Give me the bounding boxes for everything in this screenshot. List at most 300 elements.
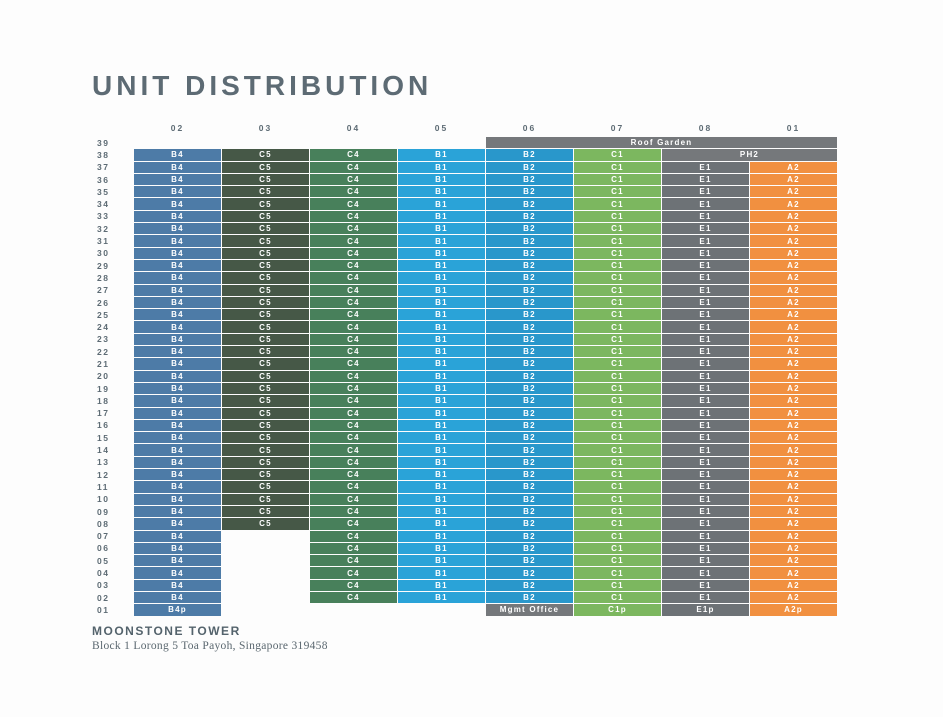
unit-cell-02-07: B4 [134,531,221,542]
unit-cell-03-12: C5 [222,469,309,480]
unit-cell-07-16: C1 [574,420,661,431]
floor-label-34: 34 [97,199,110,210]
unit-cell-02-03: B4 [134,580,221,591]
unit-cell-04-28: C4 [310,272,397,283]
unit-cell-06-27: B2 [486,285,573,296]
empty-cell-03-03 [222,580,309,591]
unit-cell-01-36: A2 [750,174,837,185]
unit-cell-07-17: C1 [574,408,661,419]
ph2-cell: PH2 [662,149,837,160]
unit-cell-07-20: C1 [574,371,661,382]
unit-cell-01-19: A2 [750,383,837,394]
unit-cell-06-29: B2 [486,260,573,271]
unit-cell-07-06: C1 [574,543,661,554]
unit-cell-08-16: E1 [662,420,749,431]
unit-cell-01-23: A2 [750,334,837,345]
unit-cell-01-08: A2 [750,518,837,529]
unit-cell-04-21: C4 [310,358,397,369]
unit-cell-05-27: B1 [398,285,485,296]
unit-cell-06-09: B2 [486,506,573,517]
unit-cell-02-06: B4 [134,543,221,554]
unit-cell-06-13: B2 [486,457,573,468]
unit-cell-02-32: B4 [134,223,221,234]
unit-cell-03-17: C5 [222,408,309,419]
unit-cell-07-14: C1 [574,444,661,455]
unit-cell-04-09: C4 [310,506,397,517]
unit-cell-03-24: C5 [222,321,309,332]
unit-cell-08-32: E1 [662,223,749,234]
unit-cell-02-33: B4 [134,211,221,222]
floor-label-07: 07 [97,531,110,542]
empty-cell-03-01 [222,604,309,615]
unit-cell-07-35: C1 [574,186,661,197]
unit-cell-08-36: E1 [662,174,749,185]
unit-cell-06-24: B2 [486,321,573,332]
unit-cell-06-22: B2 [486,346,573,357]
unit-cell-08-24: E1 [662,321,749,332]
unit-cell-04-24: C4 [310,321,397,332]
unit-cell-05-29: B1 [398,260,485,271]
unit-cell-08-11: E1 [662,481,749,492]
unit-cell-07-29: C1 [574,260,661,271]
unit-cell-03-15: C5 [222,432,309,443]
unit-cell-02-16: B4 [134,420,221,431]
unit-cell-07-18: C1 [574,395,661,406]
unit-cell-01-17: A2 [750,408,837,419]
unit-cell-03-22: C5 [222,346,309,357]
floor-label-35: 35 [97,186,110,197]
unit-cell-01-13: A2 [750,457,837,468]
unit-cell-03-26: C5 [222,297,309,308]
unit-cell-02-22: B4 [134,346,221,357]
unit-cell-04-32: C4 [310,223,397,234]
unit-cell-01-26: A2 [750,297,837,308]
unit-cell-08-23: E1 [662,334,749,345]
unit-cell-06-26: B2 [486,297,573,308]
unit-cell-08-08: E1 [662,518,749,529]
floor-label-38: 38 [97,149,110,160]
floor-label-37: 37 [97,162,110,173]
floor-label-22: 22 [97,346,110,357]
unit-cell-07-22: C1 [574,346,661,357]
unit-cell-05-28: B1 [398,272,485,283]
unit-cell-02-05: B4 [134,555,221,566]
empty-cell-03-05 [222,555,309,566]
unit-cell-03-38: C5 [222,149,309,160]
unit-cell-07-05: C1 [574,555,661,566]
unit-cell-02-02: B4 [134,592,221,603]
floor-label-15: 15 [97,432,110,443]
unit-cell-05-31: B1 [398,235,485,246]
unit-cell-03-21: C5 [222,358,309,369]
unit-cell-02-13: B4 [134,457,221,468]
unit-cell-08-28: E1 [662,272,749,283]
unit-cell-04-14: C4 [310,444,397,455]
unit-cell-05-21: B1 [398,358,485,369]
unit-cell-01-31: A2 [750,235,837,246]
unit-cell-05-34: B1 [398,198,485,209]
unit-grid [88,137,837,616]
floor-label-19: 19 [97,383,110,394]
unit-cell-05-25: B1 [398,309,485,320]
roof-garden-cell: Roof Garden [486,137,837,148]
floor-label-33: 33 [97,211,110,222]
unit-cell-06-08: B2 [486,518,573,529]
unit-cell-02-17: B4 [134,408,221,419]
unit-cell-07-08: C1 [574,518,661,529]
unit-cell-05-20: B1 [398,371,485,382]
unit-cell-07-26: C1 [574,297,661,308]
stack-header-05: 05 [434,123,449,133]
unit-cell-05-11: B1 [398,481,485,492]
unit-cell-08-18: E1 [662,395,749,406]
unit-cell-02-24: B4 [134,321,221,332]
unit-cell-05-05: B1 [398,555,485,566]
unit-cell-01-28: A2 [750,272,837,283]
unit-cell-04-33: C4 [310,211,397,222]
unit-cell-03-20: C5 [222,371,309,382]
unit-cell-04-07: C4 [310,531,397,542]
unit-cell-01-14: A2 [750,444,837,455]
unit-cell-01-20: A2 [750,371,837,382]
unit-cell-01-21: A2 [750,358,837,369]
unit-cell-08-25: E1 [662,309,749,320]
unit-cell-05-24: B1 [398,321,485,332]
unit-cell-06-02: B2 [486,592,573,603]
floor-label-25: 25 [97,309,110,320]
unit-cell-07-04: C1 [574,567,661,578]
unit-cell-01-04: A2 [750,567,837,578]
unit-cell-03-08: C5 [222,518,309,529]
unit-cell-04-12: C4 [310,469,397,480]
unit-cell-08-33: E1 [662,211,749,222]
unit-cell-07-24: C1 [574,321,661,332]
unit-cell-01-29: A2 [750,260,837,271]
floor-label-01: 01 [97,604,110,615]
unit-cell-03-23: C5 [222,334,309,345]
stack-header-04: 04 [346,123,361,133]
unit-cell-04-27: C4 [310,285,397,296]
unit-cell-04-37: C4 [310,162,397,173]
unit-cell-03-09: C5 [222,506,309,517]
unit-cell-04-16: C4 [310,420,397,431]
unit-cell-05-04: B1 [398,567,485,578]
unit-cell-02-28: B4 [134,272,221,283]
floor-label-23: 23 [97,334,110,345]
unit-cell-02-11: B4 [134,481,221,492]
unit-cell-06-33: B2 [486,211,573,222]
unit-cell-02-08: B4 [134,518,221,529]
unit-cell-03-31: C5 [222,235,309,246]
unit-cell-04-36: C4 [310,174,397,185]
unit-cell-04-15: C4 [310,432,397,443]
floor-label-14: 14 [97,445,110,456]
floor-label-11: 11 [97,481,109,492]
unit-cell-02-36: B4 [134,174,221,185]
unit-cell-08-30: E1 [662,248,749,259]
unit-cell-01-10: A2 [750,494,837,505]
empty-cell-03-07 [222,531,309,542]
floor-label-36: 36 [97,174,110,185]
unit-cell-04-23: C4 [310,334,397,345]
unit-cell-06-10: B2 [486,494,573,505]
unit-cell-01-03: A2 [750,580,837,591]
unit-cell-01-34: A2 [750,198,837,209]
unit-cell-08-15: E1 [662,432,749,443]
floor-label-12: 12 [97,469,110,480]
unit-cell-01-01: A2p [750,604,837,615]
unit-cell-05-16: B1 [398,420,485,431]
unit-cell-03-19: C5 [222,383,309,394]
floor-label-28: 28 [97,272,110,283]
unit-cell-08-04: E1 [662,567,749,578]
unit-cell-05-13: B1 [398,457,485,468]
floor-label-16: 16 [97,420,110,431]
unit-cell-03-11: C5 [222,481,309,492]
unit-cell-05-17: B1 [398,408,485,419]
unit-cell-05-35: B1 [398,186,485,197]
unit-cell-06-28: B2 [486,272,573,283]
unit-cell-08-09: E1 [662,506,749,517]
unit-cell-06-05: B2 [486,555,573,566]
unit-cell-07-11: C1 [574,481,661,492]
unit-cell-03-18: C5 [222,395,309,406]
empty-cell-04-39 [310,137,397,148]
unit-cell-01-37: A2 [750,162,837,173]
unit-cell-04-02: C4 [310,592,397,603]
unit-cell-02-01: B4p [134,604,221,615]
unit-cell-08-21: E1 [662,358,749,369]
floor-label-21: 21 [97,358,110,369]
floor-label-10: 10 [97,494,110,505]
stack-header-06: 06 [522,123,537,133]
unit-cell-03-35: C5 [222,186,309,197]
unit-cell-06-06: B2 [486,543,573,554]
floor-label-17: 17 [97,408,110,419]
unit-cell-02-21: B4 [134,358,221,369]
stack-header-spacer [88,122,133,134]
unit-cell-06-11: B2 [486,481,573,492]
unit-cell-02-23: B4 [134,334,221,345]
unit-cell-01-02: A2 [750,592,837,603]
unit-cell-03-13: C5 [222,457,309,468]
empty-cell-03-06 [222,543,309,554]
empty-cell-03-39 [222,137,309,148]
unit-cell-08-06: E1 [662,543,749,554]
unit-cell-08-35: E1 [662,186,749,197]
unit-cell-07-10: C1 [574,494,661,505]
unit-cell-04-17: C4 [310,408,397,419]
unit-cell-05-08: B1 [398,518,485,529]
unit-cell-06-31: B2 [486,235,573,246]
unit-cell-05-06: B1 [398,543,485,554]
unit-cell-07-03: C1 [574,580,661,591]
unit-cell-06-21: B2 [486,358,573,369]
floor-label-04: 04 [97,568,110,579]
unit-cell-01-24: A2 [750,321,837,332]
unit-cell-06-18: B2 [486,395,573,406]
unit-cell-07-19: C1 [574,383,661,394]
unit-cell-07-32: C1 [574,223,661,234]
unit-cell-07-02: C1 [574,592,661,603]
unit-cell-08-29: E1 [662,260,749,271]
unit-cell-03-30: C5 [222,248,309,259]
unit-cell-01-07: A2 [750,531,837,542]
unit-cell-04-03: C4 [310,580,397,591]
unit-cell-01-25: A2 [750,309,837,320]
unit-cell-04-31: C4 [310,235,397,246]
unit-cell-02-27: B4 [134,285,221,296]
floor-label-13: 13 [97,457,110,468]
unit-cell-07-13: C1 [574,457,661,468]
footer-address: Block 1 Lorong 5 Toa Payoh, Singapore 319458 [92,640,328,652]
stack-header-02: 02 [170,123,185,133]
unit-cell-05-33: B1 [398,211,485,222]
unit-cell-08-17: E1 [662,408,749,419]
unit-cell-05-26: B1 [398,297,485,308]
empty-cell-03-04 [222,567,309,578]
unit-cell-01-15: A2 [750,432,837,443]
floor-label-18: 18 [97,395,110,406]
unit-cell-05-14: B1 [398,444,485,455]
unit-cell-07-21: C1 [574,358,661,369]
unit-cell-04-19: C4 [310,383,397,394]
unit-cell-02-20: B4 [134,371,221,382]
unit-cell-08-07: E1 [662,531,749,542]
floor-label-05: 05 [97,555,110,566]
floor-label-32: 32 [97,223,110,234]
unit-cell-03-37: C5 [222,162,309,173]
unit-cell-08-14: E1 [662,444,749,455]
unit-cell-04-26: C4 [310,297,397,308]
unit-cell-05-32: B1 [398,223,485,234]
unit-cell-07-23: C1 [574,334,661,345]
unit-cell-07-01: C1p [574,604,661,615]
unit-cell-01-18: A2 [750,395,837,406]
floor-label-20: 20 [97,371,110,382]
unit-cell-06-25: B2 [486,309,573,320]
unit-cell-01-11: A2 [750,481,837,492]
unit-cell-07-25: C1 [574,309,661,320]
unit-cell-01-12: A2 [750,469,837,480]
footer-building-name: MOONSTONE TOWER [92,624,241,638]
unit-cell-07-12: C1 [574,469,661,480]
unit-cell-08-05: E1 [662,555,749,566]
unit-cell-03-14: C5 [222,444,309,455]
unit-cell-08-12: E1 [662,469,749,480]
unit-cell-03-32: C5 [222,223,309,234]
unit-cell-03-34: C5 [222,198,309,209]
floor-label-03: 03 [97,580,110,591]
unit-cell-02-38: B4 [134,149,221,160]
unit-cell-08-20: E1 [662,371,749,382]
unit-cell-02-34: B4 [134,198,221,209]
unit-cell-05-02: B1 [398,592,485,603]
footer [92,624,328,652]
unit-cell-07-27: C1 [574,285,661,296]
unit-cell-07-37: C1 [574,162,661,173]
unit-cell-07-36: C1 [574,174,661,185]
unit-cell-01-30: A2 [750,248,837,259]
stack-header-row [88,122,837,134]
unit-cell-07-28: C1 [574,272,661,283]
unit-cell-07-30: C1 [574,248,661,259]
unit-cell-06-12: B2 [486,469,573,480]
unit-cell-06-37: B2 [486,162,573,173]
unit-cell-06-15: B2 [486,432,573,443]
page-title: UNIT DISTRIBUTION [92,70,433,101]
unit-cell-03-36: C5 [222,174,309,185]
unit-cell-02-26: B4 [134,297,221,308]
unit-cell-06-32: B2 [486,223,573,234]
unit-cell-06-03: B2 [486,580,573,591]
unit-distribution-chart [88,122,837,616]
unit-cell-01-35: A2 [750,186,837,197]
unit-cell-03-29: C5 [222,260,309,271]
unit-cell-05-12: B1 [398,469,485,480]
floor-label-30: 30 [97,248,110,259]
unit-cell-04-06: C4 [310,543,397,554]
unit-cell-06-23: B2 [486,334,573,345]
unit-cell-05-09: B1 [398,506,485,517]
unit-cell-06-35: B2 [486,186,573,197]
unit-cell-06-20: B2 [486,371,573,382]
floor-label-26: 26 [97,297,110,308]
floor-label-08: 08 [97,518,110,529]
unit-cell-02-31: B4 [134,235,221,246]
unit-cell-08-27: E1 [662,285,749,296]
unit-cell-03-25: C5 [222,309,309,320]
unit-cell-05-03: B1 [398,580,485,591]
unit-cell-02-09: B4 [134,506,221,517]
unit-cell-08-01: E1p [662,604,749,615]
empty-cell-05-01 [398,604,485,615]
unit-cell-04-10: C4 [310,494,397,505]
unit-cell-01-27: A2 [750,285,837,296]
floor-label-27: 27 [97,285,110,296]
unit-cell-02-14: B4 [134,444,221,455]
empty-cell-04-01 [310,604,397,615]
empty-cell-02-39 [134,137,221,148]
unit-cell-06-36: B2 [486,174,573,185]
unit-cell-06-04: B2 [486,567,573,578]
unit-cell-05-36: B1 [398,174,485,185]
unit-cell-07-34: C1 [574,198,661,209]
unit-cell-08-34: E1 [662,198,749,209]
unit-cell-06-19: B2 [486,383,573,394]
unit-cell-02-15: B4 [134,432,221,443]
unit-cell-06-17: B2 [486,408,573,419]
unit-cell-06-14: B2 [486,444,573,455]
unit-cell-03-27: C5 [222,285,309,296]
unit-cell-01-32: A2 [750,223,837,234]
unit-cell-02-10: B4 [134,494,221,505]
unit-cell-06-30: B2 [486,248,573,259]
unit-cell-04-05: C4 [310,555,397,566]
unit-cell-04-35: C4 [310,186,397,197]
unit-cell-06-16: B2 [486,420,573,431]
unit-cell-07-15: C1 [574,432,661,443]
unit-cell-05-23: B1 [398,334,485,345]
floor-label-39: 39 [97,137,110,148]
unit-cell-02-12: B4 [134,469,221,480]
unit-cell-07-07: C1 [574,531,661,542]
unit-cell-02-04: B4 [134,567,221,578]
unit-cell-05-10: B1 [398,494,485,505]
unit-cell-05-18: B1 [398,395,485,406]
unit-cell-08-02: E1 [662,592,749,603]
unit-cell-08-22: E1 [662,346,749,357]
